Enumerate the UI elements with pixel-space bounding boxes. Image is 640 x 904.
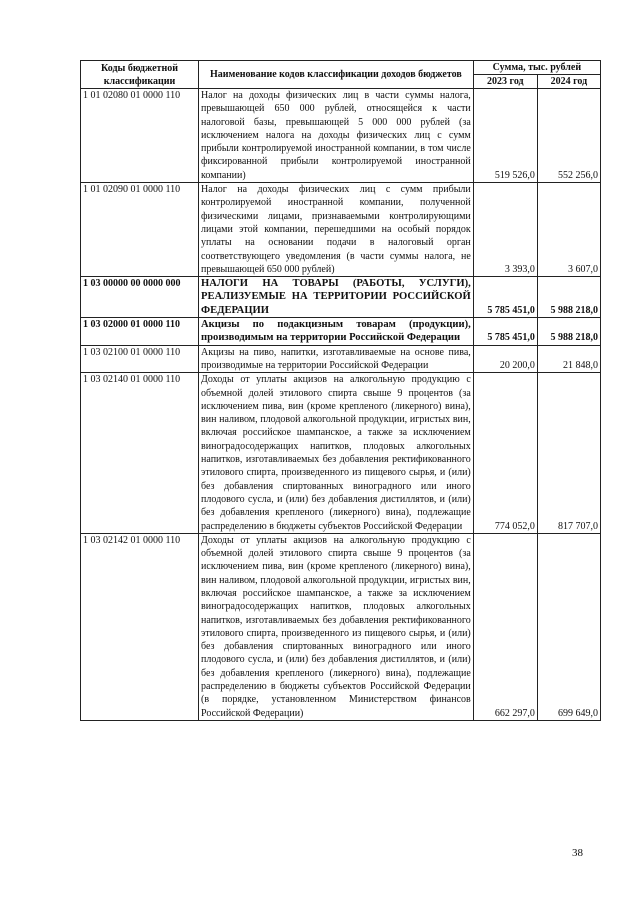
row-sum-2023: 5 785 451,0 xyxy=(473,277,537,318)
row-code: 1 01 02090 01 0000 110 xyxy=(81,183,199,277)
row-sum-2024: 5 988 218,0 xyxy=(537,318,600,346)
table-row xyxy=(81,345,601,373)
row-name: Акцизы по подакцизным товарам (продукции), производимым на территории Российской Федерации xyxy=(199,318,474,346)
row-sum-2023: 20 200,0 xyxy=(473,345,537,373)
header-name: Наименование кодов классификации доходов бюджетов xyxy=(199,61,474,89)
row-sum-2024: 699 649,0 xyxy=(537,533,600,720)
row-sum-2023: 5 785 451,0 xyxy=(473,318,537,346)
row-sum-2023: 3 393,0 xyxy=(473,183,537,277)
row-sum-2024: 3 607,0 xyxy=(537,183,600,277)
table-row xyxy=(81,183,601,277)
row-name: Акцизы на пиво, напитки, изготавливаемые на основе пива, производимые на территории Российской Федерации xyxy=(199,345,474,373)
row-code: 1 03 02142 01 0000 110 xyxy=(81,533,199,720)
row-sum-2023: 519 526,0 xyxy=(473,89,537,183)
row-sum-2024: 817 707,0 xyxy=(537,373,600,534)
header-sum: Сумма, тыс. рублей xyxy=(473,61,600,75)
row-code: 1 01 02080 01 0000 110 xyxy=(81,89,199,183)
row-name: Налог на доходы физических лиц с сумм прибыли контролируемой иностранной компании, полученной физическими лицами, признаваемыми контролирующими лицами этой компании, перешедшими на особый порядок уплаты на основании подачи в налоговый орган соответствующего уведомления (в части суммы налога, не превышающей 650 000 рублей) xyxy=(199,183,474,277)
header-year-2024: 2024 год xyxy=(537,75,600,89)
row-sum-2024: 21 848,0 xyxy=(537,345,600,373)
row-name: Доходы от уплаты акцизов на алкогольную продукцию с объемной долей этилового спирта свыше 9 процентов (за исключением пива, вин (кроме крепленого (ликерного) вина), вин наливом, плодовой алкогольной продукции, игристых вин, включая российское шампанское, а также за исключением виноградосодержащих напитков, плодовых алкогольных напитков, изготавливаемых без добавления ректификованного этилового спирта, произведенного из пищевого сырья, и (или) без добавления спиртованных виноградного или иного плодового сусла, и (или) без добавления дистиллятов, и (или) без добавления крепленого (ликерного) вина), подлежащие распределению в бюджеты субъектов Российской Федерации xyxy=(199,373,474,534)
table-row xyxy=(81,533,601,720)
row-code: 1 03 02100 01 0000 110 xyxy=(81,345,199,373)
table-row xyxy=(81,373,601,534)
table-row xyxy=(81,318,601,346)
table-row xyxy=(81,277,601,318)
row-name: Доходы от уплаты акцизов на алкогольную продукцию с объемной долей этилового спирта свыше 9 процентов (за исключением пива, вин (кроме крепленого (ликерного) вина), вин наливом, плодовой алкогольной продукции, игристых вин, включая российское шампанское, а также за исключением виноградосодержащих напитков, плодовых алкогольных напитков, изготавливаемых без добавления ректификованного этилового спирта, произведенного из пищевого сырья, и (или) без добавления спиртованных виноградного или иного плодового сусла, и (или) без добавления дистиллятов, и (или) без добавления крепленого (ликерного) вина), подлежащие распределению в бюджеты субъектов Российской Федерации (в порядке, установленном Министерством финансов Российской Федерации) xyxy=(199,533,474,720)
row-sum-2024: 5 988 218,0 xyxy=(537,277,600,318)
row-name: НАЛОГИ НА ТОВАРЫ (РАБОТЫ, УСЛУГИ), РЕАЛИЗУЕМЫЕ НА ТЕРРИТОРИИ РОССИЙСКОЙ ФЕДЕРАЦИИ xyxy=(199,277,474,318)
row-sum-2024: 552 256,0 xyxy=(537,89,600,183)
row-sum-2023: 662 297,0 xyxy=(473,533,537,720)
page-number: 38 xyxy=(572,847,583,859)
row-code: 1 03 02000 01 0000 110 xyxy=(81,318,199,346)
row-code: 1 03 02140 01 0000 110 xyxy=(81,373,199,534)
row-sum-2023: 774 052,0 xyxy=(473,373,537,534)
table-row xyxy=(81,89,601,183)
row-name: Налог на доходы физических лиц в части суммы налога, превышающей 650 000 рублей, относящейся к части налоговой базы, превышающей 5 000 000 рублей (за исключением налога на доходы физических лиц с сумм прибыли контролируемой иностранной компании, в том числе фиксированной прибыли контролируемой иностранной компании) xyxy=(199,89,474,183)
header-year-2023: 2023 год xyxy=(473,75,537,89)
row-code: 1 03 00000 00 0000 000 xyxy=(81,277,199,318)
budget-revenue-table xyxy=(80,60,601,721)
header-codes: Коды бюджетной классификации xyxy=(81,61,199,89)
